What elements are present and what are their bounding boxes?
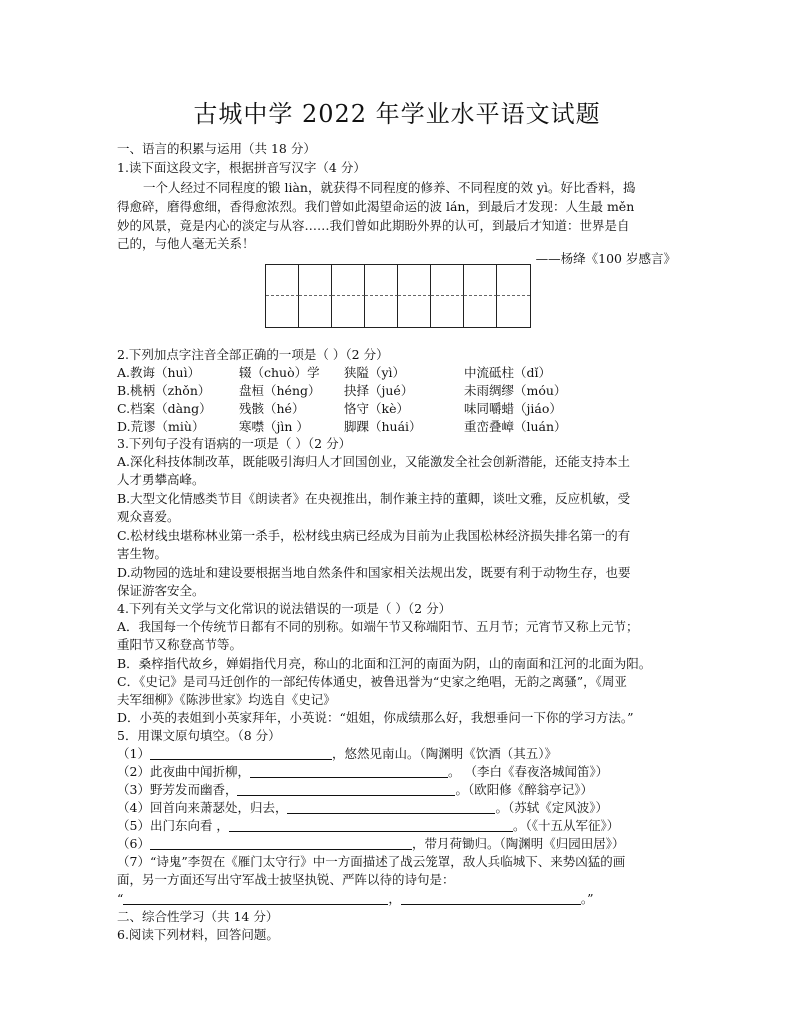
q4-prompt: 4.下列有关文学与文化常识的说法错误的一项是（ ）（2 分） bbox=[117, 601, 452, 616]
q5-item-post: 。（欧阳修《醉翁亭记》） bbox=[455, 782, 593, 797]
answer-cell[interactable] bbox=[332, 296, 365, 327]
q5-item7-line1: （7）“诗鬼”李贺在《雁门太守行》中一方面描述了战云笼罩，敌人兵临城下、来势凶猛的画 bbox=[117, 854, 626, 869]
fill-blank[interactable] bbox=[123, 891, 388, 905]
q5-item-pre: （1） bbox=[117, 746, 150, 761]
q5-item bbox=[117, 780, 593, 799]
q5-item-post: ，带月荷锄归。（陶渊明《归园田居》） bbox=[411, 836, 625, 851]
q5-item-pre: （2）此夜曲中闻折柳， bbox=[117, 764, 250, 779]
answer-cell[interactable] bbox=[497, 265, 530, 296]
q4-line: D．小英的表姐到小英家拜年，小英说：“姐姐，你成绩那么好，我想垂问一下你的学习方法。” bbox=[117, 710, 634, 725]
q2-option: 未雨绸缪（móu） bbox=[464, 383, 567, 398]
q1-passage-line: 一个人经过不同程度的锻 liàn，就获得不同程度的修养、不同程度的效 yì。好比香料，捣 bbox=[143, 180, 636, 195]
q3-line: D.动物园的选址和建设要根据当地自然条件和国家相关法规出发，既要有利于动物生存，也要 bbox=[117, 565, 631, 580]
q2-option: 重峦叠嶂（luán） bbox=[464, 419, 567, 434]
open-quote: “ bbox=[117, 891, 124, 906]
fill-blank[interactable] bbox=[150, 836, 412, 850]
q3-prompt: 3.下列句子没有语病的一项是（ ）（2 分） bbox=[117, 436, 352, 451]
q5-item bbox=[117, 816, 619, 835]
q4-line: B．桑梓指代故乡，婵娟指代月亮，称山的北面和江河的南面为阴，山的南面和江河的北面为阳。 bbox=[117, 656, 652, 671]
q1-prompt: 1.读下面这段文字，根据拼音写汉字（4 分） bbox=[117, 160, 366, 175]
q1-passage-line: 妙的风景，竟是内心的淡定与从容……我们曾如此期盼外界的认可，到最后才知道：世界是自 bbox=[117, 218, 630, 233]
q2-option: B.桃柄（zhǒn） bbox=[117, 383, 211, 398]
q3-line: 害生物。 bbox=[117, 546, 168, 561]
fill-blank[interactable] bbox=[401, 891, 581, 905]
q6-prompt: 6.阅读下列材料，回答问题。 bbox=[117, 927, 279, 942]
answer-cell[interactable] bbox=[266, 265, 299, 296]
q3-line: B.大型文化情感类节目《朗读者》在央视推出，制作兼主持的董卿，谈吐文雅，反应机敏，受 bbox=[117, 491, 631, 506]
q2-option: 恪守（kè） bbox=[344, 401, 409, 416]
q5-item7-line2: 面，另一方面还写出守军战士披坚执锐、严阵以待的诗句是： bbox=[117, 872, 455, 887]
q5-item-post: 。（《十五从军征》） bbox=[512, 818, 620, 833]
q5-item bbox=[117, 762, 608, 781]
q2-option: 盘桓（héng） bbox=[239, 383, 321, 398]
q3-line: 保证游客安全。 bbox=[117, 583, 205, 598]
q2-option: 脚踝（huái） bbox=[344, 419, 422, 434]
q1-passage-line: 得愈碎，磨得愈细，香得愈浓烈。我们曾如此渴望命运的波 lán，到最后才发现：人生最 měn bbox=[117, 199, 635, 214]
q2-option: 狭隘（yì） bbox=[344, 365, 406, 380]
answer-cell[interactable] bbox=[398, 265, 431, 296]
q5-item-post: 。 （李白《春夜洛城闻笛》） bbox=[447, 764, 609, 779]
q1-passage-line: 己的，与他人毫无关系！ bbox=[117, 236, 255, 251]
q4-line: C．《史记》是司马迁创作的一部纪传体通史，被鲁迅誉为“史家之绝唱，无韵之离骚”，《周亚 bbox=[117, 674, 627, 689]
exam-title: 古城中学 2022 年学业水平语文试题 bbox=[193, 100, 601, 128]
q3-line: 人才勇攀高峰。 bbox=[117, 472, 205, 487]
section1-heading: 一、语言的积累与运用（共 18 分） bbox=[117, 141, 316, 156]
q3-line: 观众喜爱。 bbox=[117, 509, 180, 524]
q5-item bbox=[117, 744, 557, 763]
q3-line: C.松材线虫堪称林业第一杀手，松材线虫病已经成为目前为止我国松林经济损失排名第一的有 bbox=[117, 528, 631, 543]
q4-line: 夫军细柳》《陈涉世家》均选自《史记》 bbox=[117, 692, 336, 707]
q5-item-pre: （6） bbox=[117, 836, 150, 851]
q2-option: 残骸（hé） bbox=[239, 401, 305, 416]
answer-cell[interactable] bbox=[299, 265, 332, 296]
fill-blank[interactable] bbox=[250, 764, 448, 778]
q2-option: 中流砥柱（dǐ） bbox=[464, 365, 551, 380]
answer-cell[interactable] bbox=[464, 296, 497, 327]
answer-cell[interactable] bbox=[332, 265, 365, 296]
answer-cell[interactable] bbox=[398, 296, 431, 327]
q2-option: 辍（chuò）学 bbox=[239, 365, 320, 380]
answer-grid[interactable] bbox=[265, 264, 531, 328]
q2-option: D.荒谬（miù） bbox=[117, 419, 205, 434]
fill-blank[interactable] bbox=[287, 800, 495, 814]
close-quote: 。” bbox=[580, 891, 594, 906]
q2-option: C.档案（dàng） bbox=[117, 401, 212, 416]
q5-item-pre: （4）回首向来萧瑟处，归去， bbox=[117, 800, 288, 815]
q2-option: 抉择（jué） bbox=[344, 383, 414, 398]
q3-line: A.深化科技体制改革，既能吸引海归人才回国创业，又能激发全社会创新潜能，还能支持本土 bbox=[117, 454, 631, 469]
answer-cell[interactable] bbox=[365, 265, 398, 296]
q5-item-post: ，悠然见南山。（陶渊明《饮酒（其五）》 bbox=[331, 746, 557, 761]
q2-option: A.教诲（huì） bbox=[117, 365, 201, 380]
q5-item-pre: （3）野芳发而幽香， bbox=[117, 782, 238, 797]
q5-item-post: 。（苏轼《定风波》） bbox=[495, 800, 608, 815]
answer-cell[interactable] bbox=[299, 296, 332, 327]
q5-item bbox=[117, 798, 608, 817]
q4-line: A．我国每一个传统节日都有不同的别称。如端午节又称端阳节、五月节；元宵节又称上元节； bbox=[117, 619, 639, 634]
q2-option-row bbox=[117, 381, 587, 400]
answer-cell[interactable] bbox=[431, 296, 464, 327]
q5-prompt: 5．用课文原句填空。（8 分） bbox=[117, 728, 281, 743]
answer-cell[interactable] bbox=[266, 296, 299, 327]
q2-option: 味同嚼蜡（jiáo） bbox=[464, 401, 562, 416]
section2-heading: 二、综合性学习（共 14 分） bbox=[117, 909, 279, 924]
comma: ， bbox=[388, 891, 401, 906]
answer-cell[interactable] bbox=[365, 296, 398, 327]
q2-option-row bbox=[117, 363, 587, 382]
fill-blank[interactable] bbox=[237, 782, 455, 796]
answer-cell[interactable] bbox=[464, 265, 497, 296]
q2-prompt: 2.下列加点字注音全部正确的一项是（ ）（2 分） bbox=[117, 347, 389, 362]
answer-cell[interactable] bbox=[497, 296, 530, 327]
fill-blank[interactable] bbox=[150, 746, 332, 760]
q2-option-row bbox=[117, 399, 587, 418]
q1-source: ——杨绛《100 岁感言》 bbox=[535, 251, 676, 266]
q2-option: 寒噤（jìn ） bbox=[239, 419, 309, 434]
q4-line: 重阳节又称登高节等。 bbox=[117, 637, 243, 652]
answer-cell[interactable] bbox=[431, 265, 464, 296]
q5-item-pre: （5）出门东向看 ， bbox=[117, 818, 229, 833]
q5-item7-answer bbox=[117, 889, 594, 908]
fill-blank[interactable] bbox=[229, 818, 513, 832]
q5-item bbox=[117, 834, 624, 853]
